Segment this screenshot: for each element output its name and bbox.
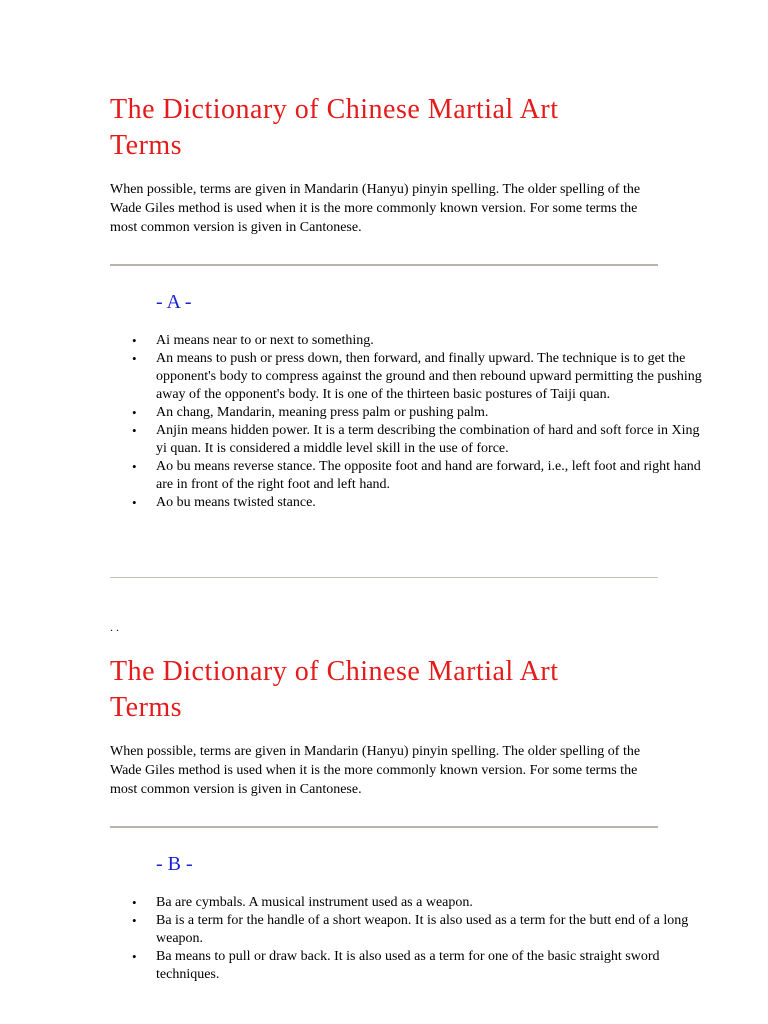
list-item: • Ao bu means reverse stance. The opposite foot and hand are forward, i.e., left foot and right hand are in front of the right foot and left hand. bbox=[156, 458, 704, 494]
intro-paragraph: When possible, terms are given in Mandarin (Hanyu) pinyin spelling. The older spelling of the Wade Giles method is used when it is the more commonly known version. For some terms the most common version is given in Cantonese. bbox=[110, 744, 641, 797]
page-title bbox=[110, 654, 658, 726]
intro-paragraph: When possible, terms are given in Mandarin (Hanyu) pinyin spelling. The older spelling of the Wade Giles method is used when it is the more commonly known version. For some terms the most common version is given in Cantonese. bbox=[110, 182, 641, 235]
letter-heading-b: - B - bbox=[156, 853, 193, 875]
list-item: • An chang, Mandarin, meaning press palm or pushing palm. bbox=[156, 404, 704, 422]
title-line-1: The Dictionary of Chinese Martial Art bbox=[110, 656, 559, 687]
letter-heading-a: - A - bbox=[156, 291, 192, 313]
title-line-2: Terms bbox=[110, 130, 183, 161]
list-item: • Ba means to pull or draw back. It is also used as a term for one of the basic straight sword techniques. bbox=[156, 948, 704, 984]
divider bbox=[110, 577, 658, 578]
list-item: • Ba is a term for the handle of a short weapon. It is also used as a term for the butt end of a long weapon. bbox=[156, 912, 704, 948]
list-item: • An means to push or press down, then forward, and finally upward. The technique is to get the opponent's body to compress against the ground and then rebound upward permitting the pushing away of the opponent's body. It is one of the thirteen basic postures of Taiji quan. bbox=[156, 350, 704, 404]
term-list-b bbox=[110, 894, 704, 984]
list-item: • Anjin means hidden power. It is a term describing the combination of hard and soft force in Xing yi quan. It is considered a middle level skill in the use of force. bbox=[156, 422, 704, 458]
list-item: • Ba are cymbals. A musical instrument used as a weapon. bbox=[156, 894, 704, 912]
title-line-1: The Dictionary of Chinese Martial Art bbox=[110, 94, 559, 125]
term-list-a bbox=[110, 332, 704, 512]
divider bbox=[110, 264, 658, 266]
list-item: • Ai means near to or next to something. bbox=[156, 332, 704, 350]
divider bbox=[110, 826, 658, 828]
separator-dots: . . bbox=[110, 620, 119, 634]
list-item: • Ao bu means twisted stance. bbox=[156, 494, 704, 512]
title-line-2: Terms bbox=[110, 692, 183, 723]
page-title bbox=[110, 92, 658, 164]
